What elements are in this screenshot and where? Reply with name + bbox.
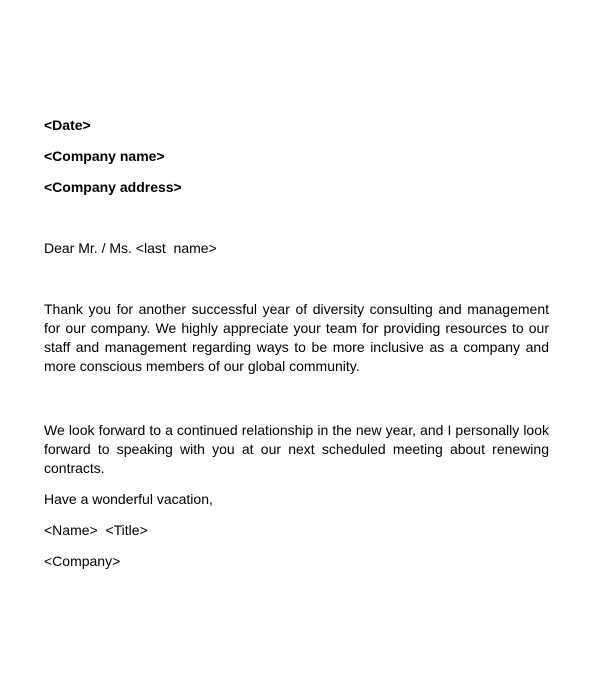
body-paragraph-1: Thank you for another successful year of diversity consulting and management for our company. We highly appreciate your team for providing resources to our staff and management regarding ways to be more inclusive as a company and more conscious members of our global community. [44, 301, 549, 374]
company-name-placeholder: <Company name> [44, 148, 165, 164]
letter-document [44, 0, 549, 700]
closing-line: Have a wonderful vacation, [44, 491, 213, 507]
signature-name-title: <Name> <Title> [44, 522, 148, 538]
salutation: Dear Mr. / Ms. <last name> [44, 240, 217, 256]
date-placeholder: <Date> [44, 117, 91, 133]
signature-company: <Company> [44, 553, 121, 569]
company-address-placeholder: <Company address> [44, 179, 182, 195]
body-paragraph-2: We look forward to a continued relationship in the new year, and I personally look forward to speaking with you at our next scheduled meeting about renewing contracts. [44, 422, 549, 476]
